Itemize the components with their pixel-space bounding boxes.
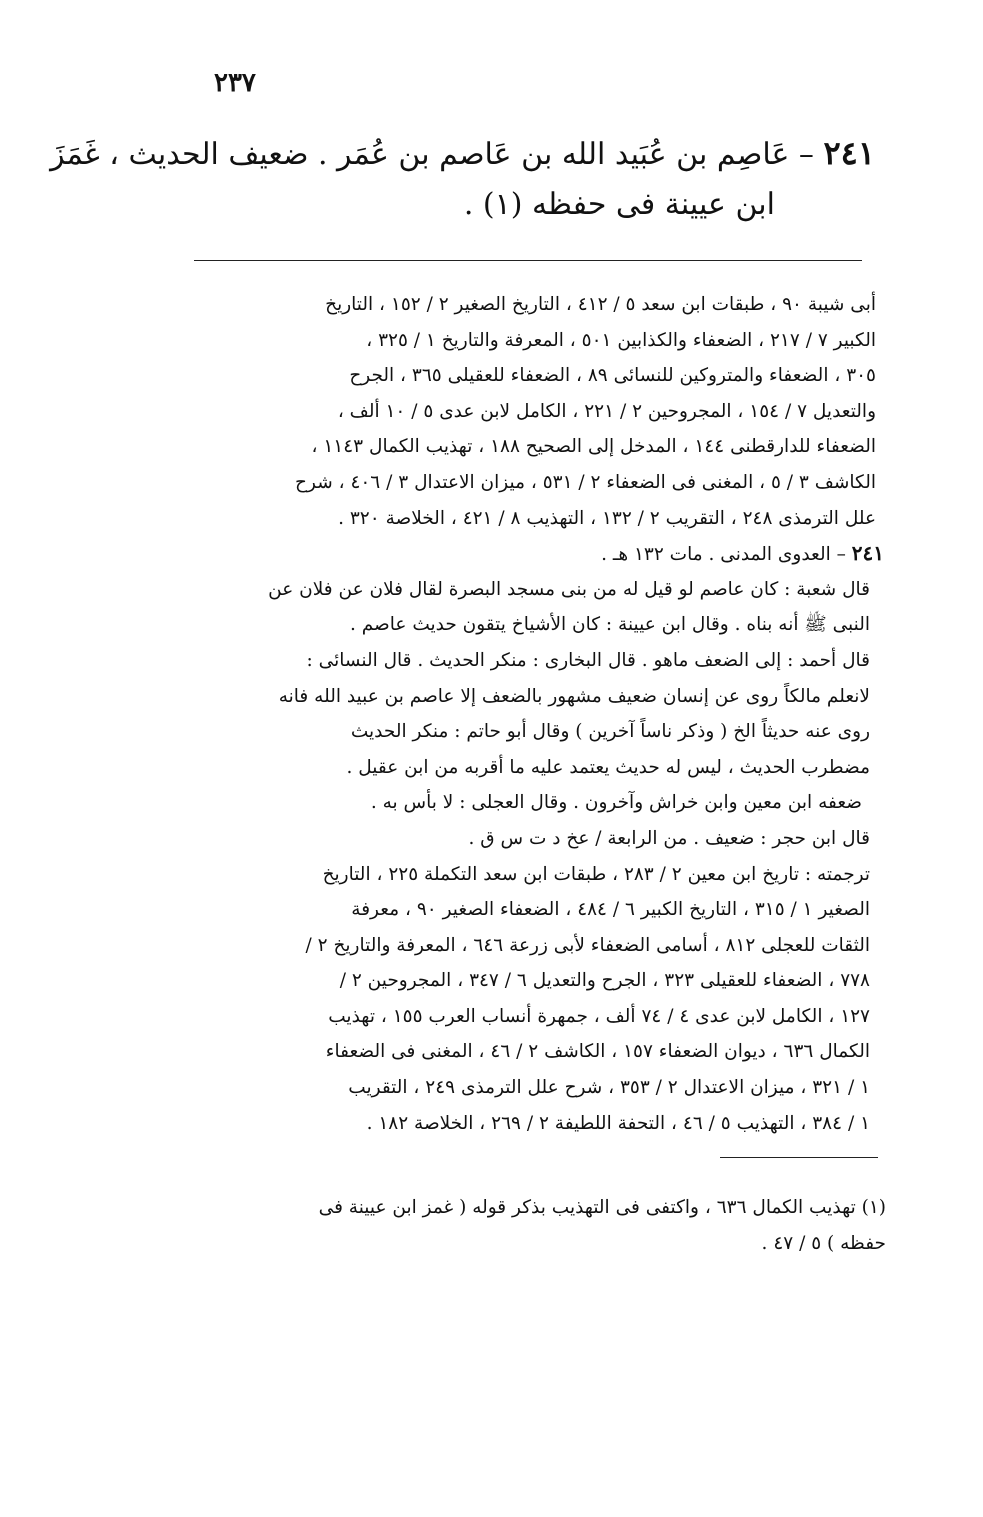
notes-line: روى عنه حديثاً الخ ( وذكر ناساً آخرين ) وقال أبو حاتم : منكر الحديث	[350, 721, 870, 743]
notes-line: ١ / ٣٢١ ، ميزان الاعتدال ٢ / ٣٥٣ ، شرح علل الترمذى ٢٤٩ ، التقريب	[348, 1077, 870, 1099]
entry-heading-line-1	[50, 128, 875, 180]
notes-line: والتعديل ٧ / ١٥٤ ، المجروحين ٢ / ٢٢١ ، الكامل لابن عدى ٥ / ١٠ ألف ،	[337, 400, 876, 422]
footnote	[186, 1190, 886, 1262]
footnote-rule	[720, 1157, 878, 1158]
note-entry-line	[186, 536, 884, 572]
notes-line: الضعفاء للدارقطنى ١٤٤ ، المدخل إلى الصحيح ١٨٨ ، تهذيب الكمال ١١٤٣ ،	[311, 436, 876, 458]
entry-heading	[50, 128, 875, 230]
entry-number: ٢٤١	[823, 134, 875, 172]
notes-line: ١٢٧ ، الكامل لابن عدى ٤ / ٧٤ ألف ، جمهرة أنساب العرب ١٥٥ ، تهذيب	[328, 1005, 870, 1027]
notes-line: النبى ﷺ أنه بناه . وقال ابن عيينة : كان الأشياخ يتقون حديث عاصم .	[349, 614, 870, 636]
notes-line: ٣٠٥ ، الضعفاء والمتروكين للنسائى ٨٩ ، الضعفاء للعقيلى ٣٦٥ ، الجرح	[349, 365, 876, 387]
notes-block	[186, 287, 884, 1141]
notes-line: مضطرب الحديث ، ليس له حديث يعتمد عليه ما أقربه من ابن عقيل .	[346, 756, 870, 778]
entry-heading-line-2: ابن عيينة فى حفظه (١) .	[463, 187, 775, 222]
notes-line: لانعلم مالكاً روى عن إنسان ضعيف مشهور بالضعف إلا عاصم بن عبيد الله فانه	[278, 685, 870, 707]
notes-line: قال شعبة : كان عاصم لو قيل له من بنى مسجد البصرة لقال فلان عن فلان عن	[268, 578, 870, 600]
notes-line: قال أحمد : إلى الضعف ماهو . قال البخارى : منكر الحديث . قال النسائى :	[306, 649, 870, 671]
page-number: ٢٣٧	[214, 68, 256, 98]
notes-line: أبى شيبة ٩٠ ، طبقات ابن سعد ٥ / ٤١٢ ، التاريخ الصغير ٢ / ١٥٢ ، التاريخ	[325, 294, 876, 315]
notes-line: ضعفه ابن معين وابن خراش وآخرون . وقال العجلى : لا بأس به .	[370, 792, 862, 814]
note-entry-number: ٢٤١	[851, 541, 884, 566]
notes-line: قال ابن حجر : ضعيف . من الرابعة / عخ د ت س ق .	[468, 827, 870, 849]
notes-line: ١ / ٣٨٤ ، التهذيب ٥ / ٤٦ ، التحفة اللطيفة ٢ / ٢٦٩ ، الخلاصة ١٨٢ .	[366, 1112, 870, 1134]
notes-line: الكمال ٦٣٦ ، ديوان الضعفاء ١٥٧ ، الكاشف ٢ / ٤٦ ، المغنى فى الضعفاء	[325, 1041, 870, 1063]
notes-line: علل الترمذى ٢٤٨ ، التقريب ٢ / ١٣٢ ، التهذيب ٨ / ٤٢١ ، الخلاصة ٣٢٠ .	[338, 507, 876, 529]
entry-heading-text: – عَاصِم بن عُبَيد الله بن عَاصم بن عُمَر . ضعيف الحديث ، غَمَزَ	[50, 137, 824, 172]
notes-line: الكبير ٧ / ٢١٧ ، الضعفاء والكذابين ٥٠١ ، المعرفة والتاريخ ١ / ٣٢٥ ،	[366, 329, 876, 351]
notes-line: ٧٧٨ ، الضعفاء للعقيلى ٣٢٣ ، الجرح والتعديل ٦ / ٣٤٧ ، المجروحين ٢ /	[339, 970, 870, 992]
notes-line: الصغير ١ / ٣١٥ ، التاريخ الكبير ٦ / ٤٨٤ ، الضعفاء الصغير ٩٠ ، معرفة	[351, 899, 870, 921]
footnote-line: حفظه ) ٥ / ٤٧ .	[761, 1233, 886, 1254]
notes-line: ترجمته : تاريخ ابن معين ٢ / ٢٨٣ ، طبقات ابن سعد التكملة ٢٢٥ ، التاريخ	[322, 863, 870, 885]
notes-line: الكاشف ٣ / ٥ ، المغنى فى الضعفاء ٢ / ٥٣١ ، ميزان الاعتدال ٣ / ٤٠٦ ، شرح	[295, 471, 876, 493]
footnote-line: (١) تهذيب الكمال ٦٣٦ ، واكتفى فى التهذيب بذكر قوله ( غمز ابن عيينة فى	[318, 1197, 886, 1218]
note-entry-text: – العدوى المدنى . مات ١٣٢ هـ .	[601, 544, 852, 566]
separator-rule	[194, 260, 862, 261]
notes-line: الثقات للعجلى ٨١٢ ، أسامى الضعفاء لأبى زرعة ٦٤٦ ، المعرفة والتاريخ ٢ /	[305, 934, 870, 956]
